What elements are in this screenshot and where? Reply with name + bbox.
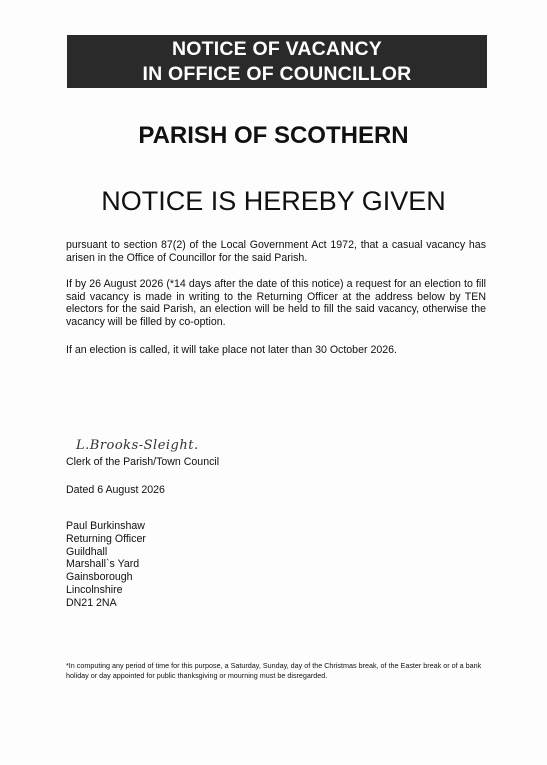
paragraph-election-date: If an election is called, it will take place not later than 30 October 2026. [66, 344, 397, 356]
address-name: Paul Burkinshaw [66, 520, 145, 532]
address-role: Returning Officer [66, 532, 146, 545]
address-postcode: DN21 2NA [66, 596, 117, 609]
banner-line-2: IN OFFICE OF COUNCILLOR [142, 63, 412, 85]
parish-title: PARISH OF SCOTHERN [138, 122, 409, 149]
address-county: Lincolnshire [66, 583, 123, 596]
address-line-1: Guildhall [66, 545, 108, 558]
banner-line-1: NOTICE OF VACANCY [172, 38, 382, 60]
clerk-title: Clerk of the Parish/Town Council [66, 456, 220, 468]
date-line: Dated 6 August 2026 [66, 484, 165, 496]
footnote: *In computing any period of time for this purpose, a Saturday, Sunday, day of the Christmas break, of the Easter break or of a bank holiday or day appointed for public thanksgiving or mourning must be disregarded. [66, 661, 482, 680]
title-banner [67, 35, 487, 88]
paragraph-election-request: If by 26 August 2026 (*14 days after the date of this notice) a request for an election to fill said vacancy is made in writing to the Returning Officer at the address below by TEN electors for the said Parish, an election will be held to fill the said vacancy, otherwise the vacancy will be filled by co-option. [66, 278, 486, 328]
notice-heading: NOTICE IS HEREBY GIVEN [101, 186, 446, 216]
address-town: Gainsborough [66, 571, 133, 584]
address-line-2: Marshall`s Yard [66, 558, 140, 571]
signature-text: L.Brooks-Sleight. [76, 438, 199, 453]
paragraph-legal-basis: pursuant to section 87(2) of the Local Government Act 1972, that a casual vacancy has arisen in the Office of Councillor for the said Parish. [66, 239, 486, 264]
returning-officer-address [66, 520, 146, 610]
handwritten-signature [74, 430, 274, 458]
